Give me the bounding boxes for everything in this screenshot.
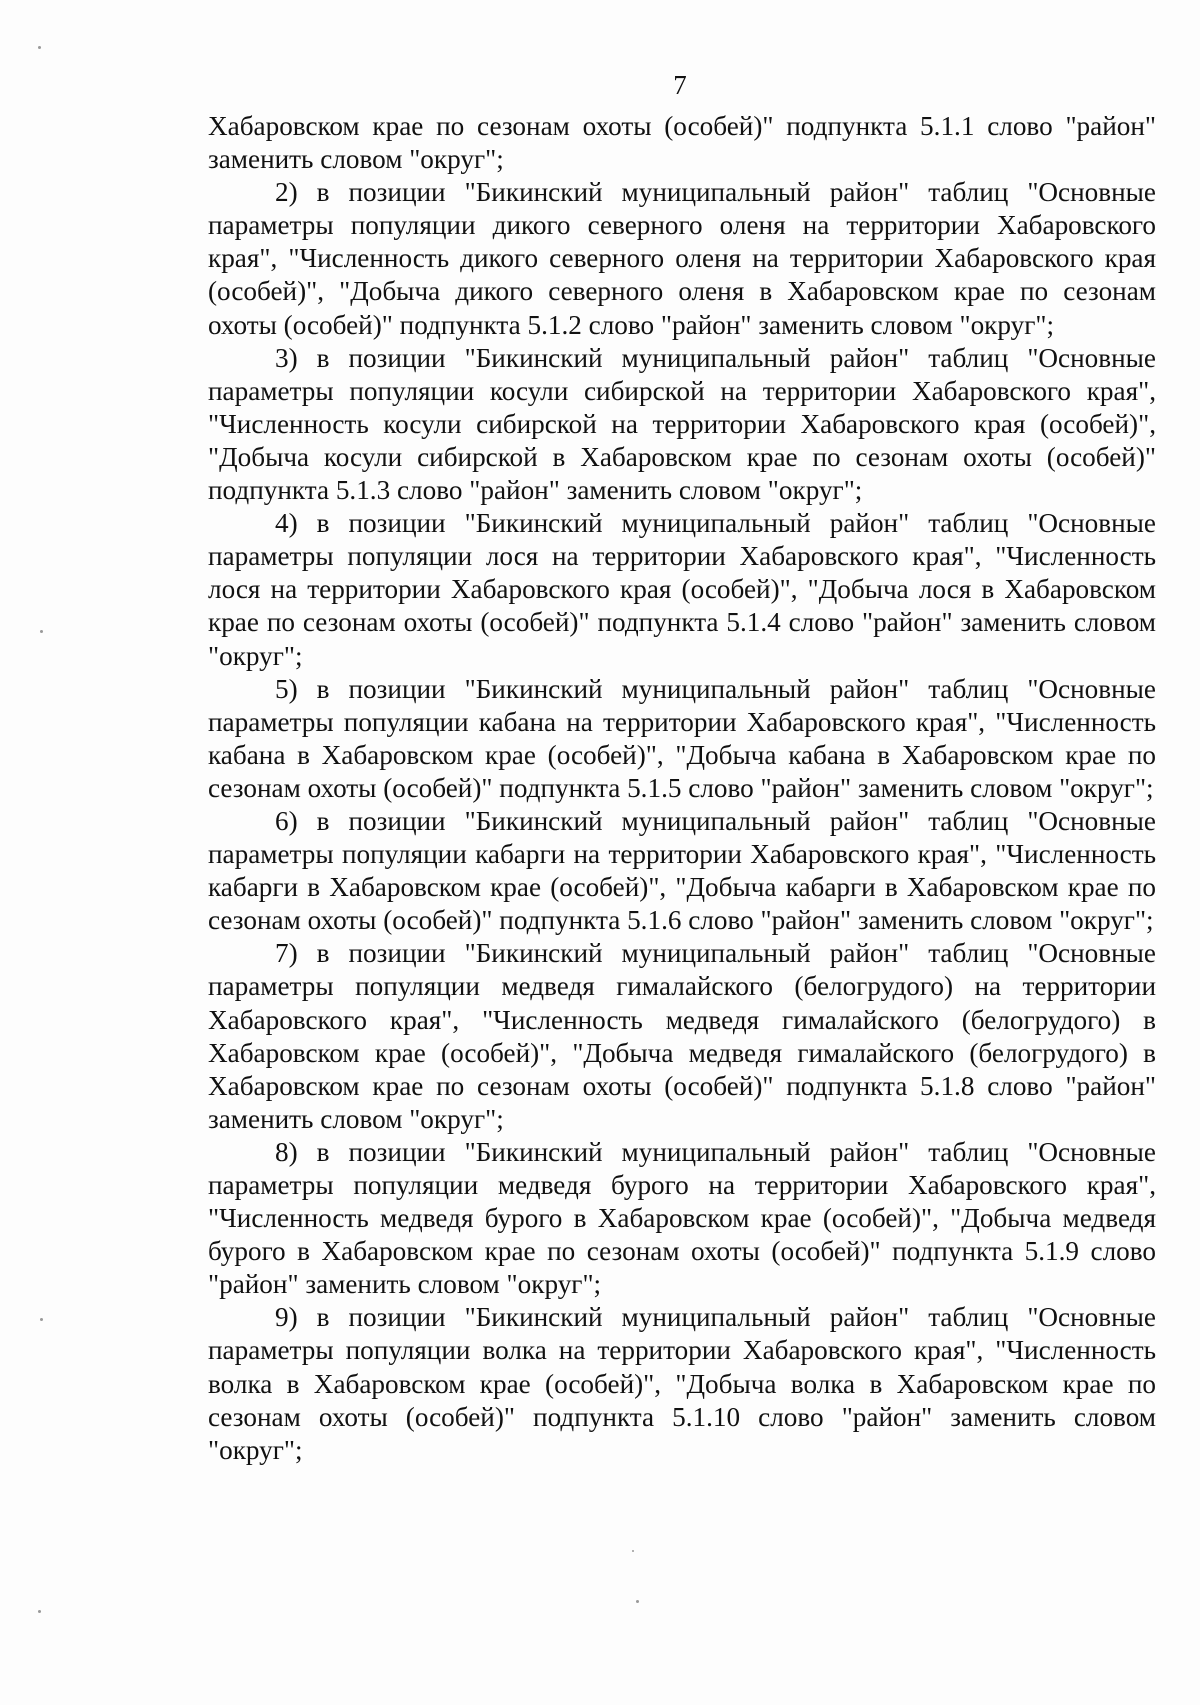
scan-speck — [40, 630, 43, 633]
document-body — [208, 110, 1156, 1467]
paragraph-item-4: 4) в позиции "Бикинский муниципальный район" таблиц "Основные параметры популяции лося на территории Хабаровского края", "Численность лося на территории Хабаровского края (особей)", "Добыча лося в Хабаровском крае по сезонам охоты (особей)" подпункта 5.1.4 слово "район" заменить словом "округ"; — [208, 508, 1156, 671]
page-number: 7 — [673, 70, 687, 100]
paragraph-item-6: 6) в позиции "Бикинский муниципальный район" таблиц "Основные параметры популяции кабарги на территории Хабаровского края", "Численность кабарги в Хабаровском крае (особей)", "Добыча кабарги в Хабаровском крае по сезонам охоты (особей)" подпункта 5.1.6 слово "район" заменить словом "округ"; — [208, 805, 1156, 936]
paragraph-item-7: 7) в позиции "Бикинский муниципальный район" таблиц "Основные параметры популяции медведя гималайского (белогрудого) на территории Хабаровского края", "Численность медведя гималайского (белогрудого) в Хабаровском крае (особей)", "Добыча медведя гималайского (белогрудого) в Хабаровском крае по сезонам охоты (особей)" подпункта 5.1.8 слово "район" заменить словом "округ"; — [208, 938, 1156, 1134]
scan-speck — [636, 1600, 639, 1603]
paragraph-item-9: 9) в позиции "Бикинский муниципальный район" таблиц "Основные параметры популяции волка на территории Хабаровского края", "Численность волка в Хабаровском крае (особей)", "Добыча волка в Хабаровском крае по сезонам охоты (особей)" подпункта 5.1.10 слово "район" заменить словом "округ"; — [208, 1302, 1156, 1465]
paragraph-item-3: 3) в позиции "Бикинский муниципальный район" таблиц "Основные параметры популяции косули сибирской на территории Хабаровского края", "Численность косули сибирской на территории Хабаровского края (особей)", "Добыча косули сибирской в Хабаровском крае по сезонам охоты (особей)" подпункта 5.1.3 слово "район" заменить словом "округ"; — [208, 342, 1156, 506]
paragraph-item-2: 2) в позиции "Бикинский муниципальный район" таблиц "Основные параметры популяции дикого северного оленя на территории Хабаровского края", "Численность дикого северного оленя на территории Хабаровского края (особей)", "Добыча дикого северного оленя в Хабаровском крае по сезонам охоты (особей)" подпункта 5.1.2 слово "район" заменить словом "округ"; — [208, 177, 1156, 340]
scan-speck — [38, 46, 41, 49]
scan-speck — [38, 1610, 41, 1613]
paragraph-item-5: 5) в позиции "Бикинский муниципальный район" таблиц "Основные параметры популяции кабана на территории Хабаровского края", "Численность кабана в Хабаровском крае (особей)", "Добыча кабана в Хабаровском крае по сезонам охоты (особей)" подпункта 5.1.5 слово "район" заменить словом "округ"; — [208, 673, 1156, 803]
scan-speck — [40, 1318, 43, 1321]
scan-speck — [632, 1550, 634, 1552]
paragraph-item-8: 8) в позиции "Бикинский муниципальный район" таблиц "Основные параметры популяции медведя бурого на территории Хабаровского края", "Численность медведя бурого в Хабаровском крае (особей)", "Добыча медведя бурого в Хабаровском крае по сезонам охоты (особей)" подпункта 5.1.9 слово "район" заменить словом "округ"; — [208, 1136, 1156, 1300]
paragraph-continuation: Хабаровском крае по сезонам охоты (особей)" подпункта 5.1.1 слово "район" заменить словом "округ"; — [208, 111, 1156, 175]
